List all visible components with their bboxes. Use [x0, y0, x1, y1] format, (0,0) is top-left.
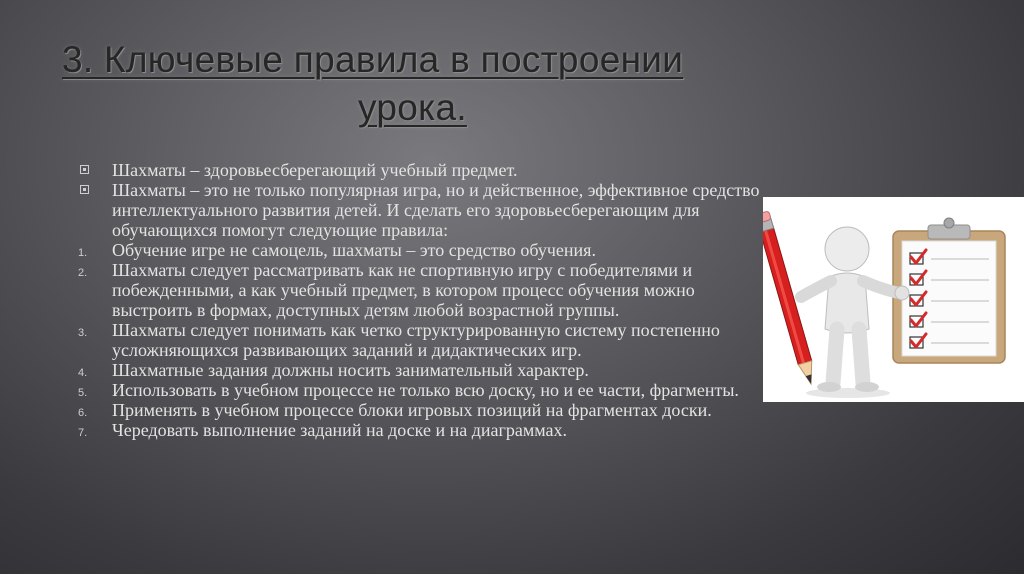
rule-number: 7.: [78, 427, 88, 439]
rule-item-1: [78, 240, 768, 260]
illustration-svg: [763, 197, 1024, 402]
illustration: [763, 197, 1024, 402]
rule-number: 4.: [78, 367, 88, 379]
slide-title-line1: 3. Ключевые правила в построении: [62, 39, 684, 80]
bullet-text: Шахматы – здоровьесберегающий учебный предмет.: [112, 160, 518, 180]
rule-number: 3.: [78, 327, 88, 339]
rule-item-6: [78, 400, 768, 420]
rule-item-4: [78, 360, 768, 380]
rule-text: Шахматы следует рассматривать как не спортивную игру с победителями и побежденными, а как учебный предмет, в котором процесс обучения можно выстроить в формах, доступных детям любой возрастной группы.: [112, 260, 695, 320]
rule-item-5: [78, 380, 768, 400]
rule-text: Шахматные задания должны носить занимательный характер.: [112, 360, 589, 380]
rule-text: Применять в учебном процессе блоки игровых позиций на фрагментах доски.: [112, 400, 712, 420]
rule-number: 2.: [78, 267, 88, 279]
rule-item-7: [78, 420, 768, 440]
rule-text: Использовать в учебном процессе не только всю доску, но и ее части, фрагменты.: [112, 380, 739, 400]
rule-number: 5.: [78, 387, 88, 399]
slide-title-line2: урока.: [358, 87, 467, 128]
bullet-item: [78, 180, 768, 240]
rule-text: Обучение игре не самоцель, шахматы – это средство обучения.: [112, 240, 596, 260]
rule-number: 6.: [78, 407, 88, 419]
clipboard-checklist-icon: [893, 218, 1005, 363]
rule-item-3: [78, 320, 768, 360]
rule-text: Шахматы следует понимать как четко структурированную систему постепенно усложняющихся развивающих заданий и дидактических игр.: [112, 320, 720, 360]
bullet-item: [78, 160, 768, 180]
rule-number: 1.: [78, 247, 88, 259]
slide-title: [62, 36, 782, 132]
bullet-text: Шахматы – это не только популярная игра, но и действенное, эффективное средство интеллектуального развития детей. И сделать его здоровьесберегающим для обучающихся помогут следующие правила:: [112, 180, 760, 240]
slide-content: [78, 160, 768, 440]
rule-text: Чередовать выполнение заданий на доске и на диаграммах.: [112, 420, 568, 440]
rule-item-2: [78, 260, 768, 320]
